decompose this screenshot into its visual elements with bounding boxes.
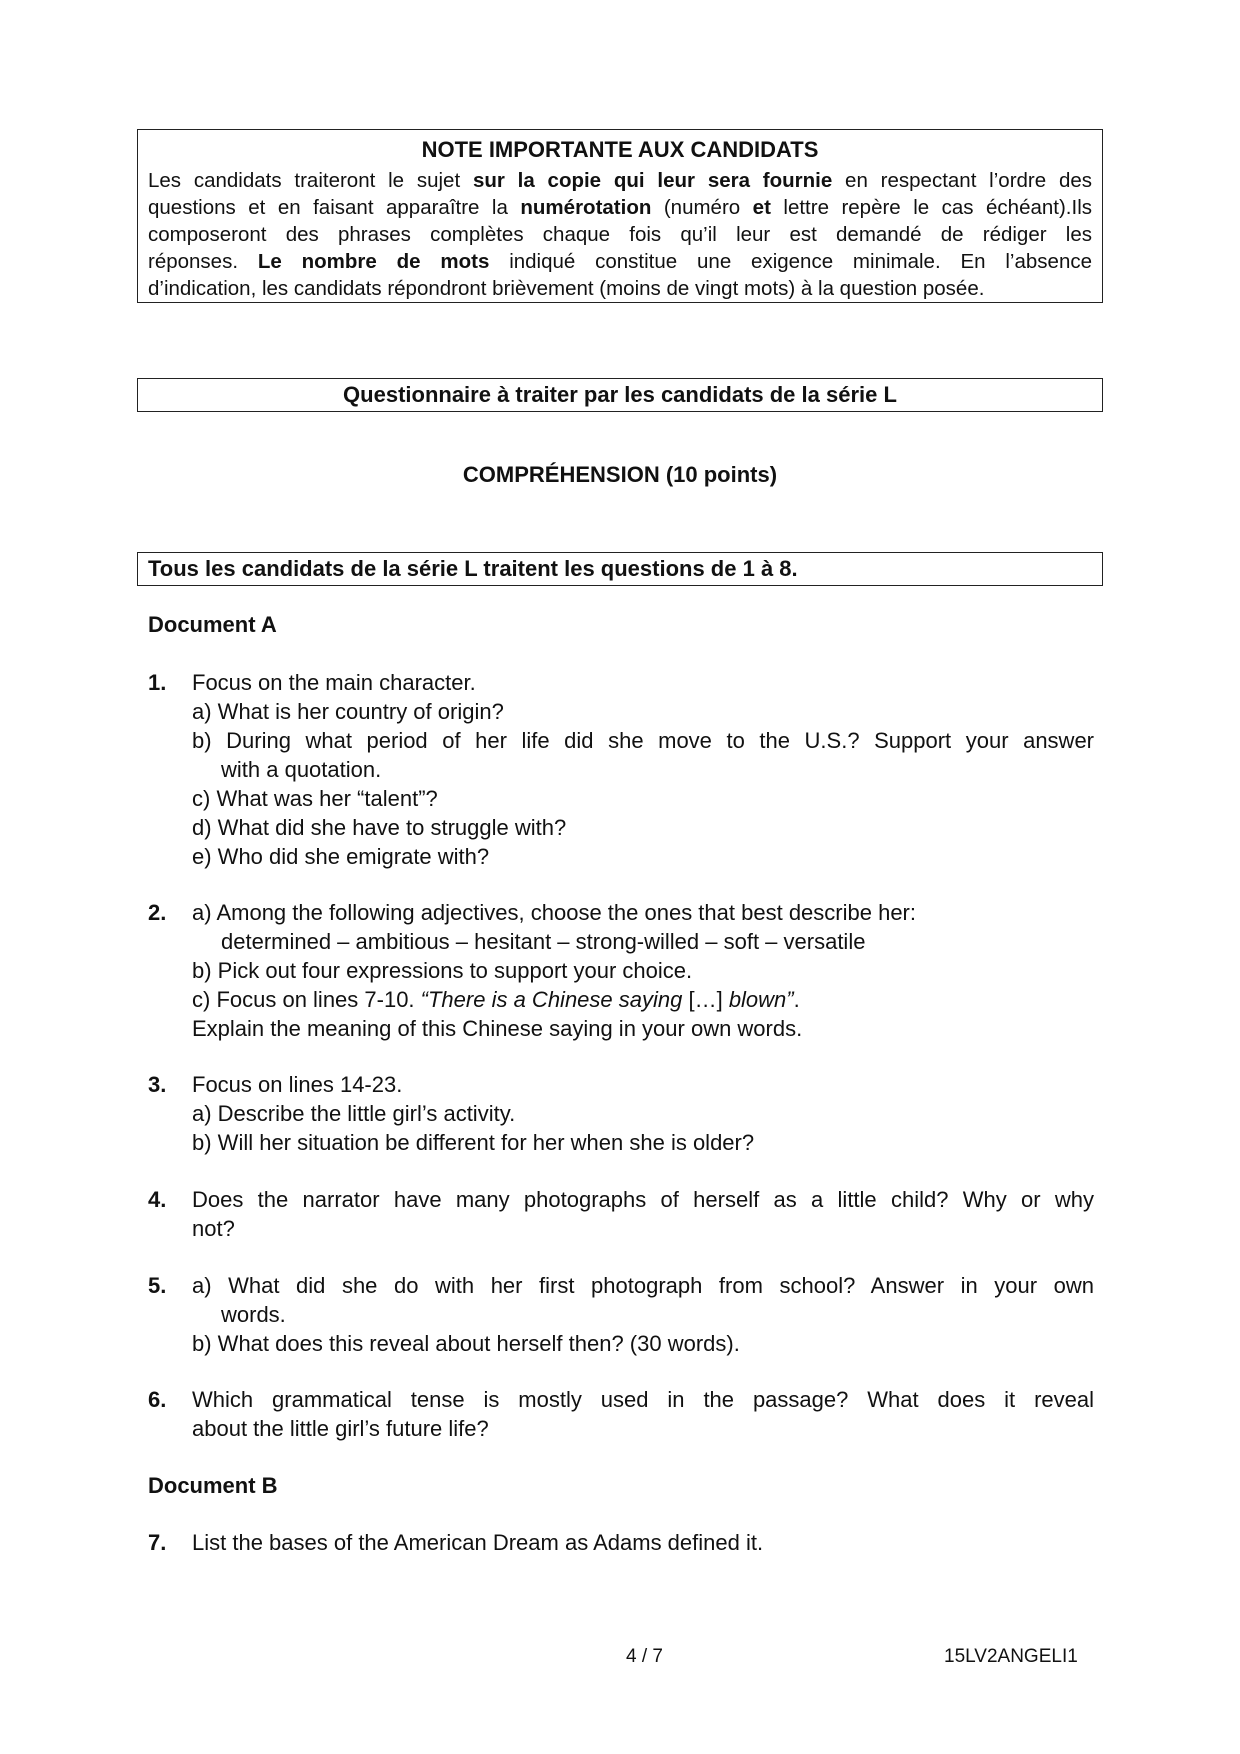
exam-code: 15LV2ANGELI1 bbox=[944, 1646, 1078, 1667]
question-line: e) Who did she emigrate with? bbox=[192, 844, 490, 869]
note-line-4: réponses. Le nombre de mots indiqué constitue une exigence minimale. En l’absence bbox=[148, 250, 1092, 273]
question-line: Focus on lines 14-23. bbox=[192, 1072, 403, 1097]
note-line-1: Les candidats traiteront le sujet sur la copie qui leur sera fournie en respectant l’ordre des bbox=[148, 169, 1092, 192]
question-6 bbox=[148, 1385, 1094, 1443]
note-title: NOTE IMPORTANTE AUX CANDIDATS bbox=[421, 137, 819, 162]
question-line: Explain the meaning of this Chinese saying in your own words. bbox=[192, 1016, 803, 1041]
question-line: not? bbox=[192, 1216, 235, 1241]
adjective-list: determined – ambitious – hesitant – strong-willed – soft – versatile bbox=[221, 929, 866, 954]
series-heading-box: Questionnaire à traiter par les candidats de la série L bbox=[137, 378, 1103, 412]
question-number: 7. bbox=[148, 1530, 167, 1555]
question-line: a) What did she do with her first photograph from school? Answer in your own bbox=[192, 1273, 1094, 1298]
question-line: a) Among the following adjectives, choose the ones that best describe her: bbox=[192, 900, 916, 925]
question-number: 2. bbox=[148, 900, 167, 925]
page-number: 4 / 7 bbox=[626, 1646, 663, 1667]
question-1 bbox=[148, 668, 1094, 871]
note-line-5: d’indication, les candidats répondront brièvement (moins de vingt mots) à la question posée. bbox=[148, 277, 985, 300]
question-line: List the bases of the American Dream as Adams defined it. bbox=[192, 1530, 764, 1555]
question-line: b) During what period of her life did she move to the U.S.? Support your answer bbox=[192, 728, 1094, 753]
all-candidates-box: Tous les candidats de la série L traitent les questions de 1 à 8. bbox=[137, 552, 1103, 586]
question-line: d) What did she have to struggle with? bbox=[192, 815, 567, 840]
question-5 bbox=[148, 1271, 1094, 1358]
question-number: 3. bbox=[148, 1072, 167, 1097]
document-b-title: Document B bbox=[148, 1473, 278, 1498]
question-line: a) Describe the little girl’s activity. bbox=[192, 1101, 516, 1126]
question-line: about the little girl’s future life? bbox=[192, 1416, 489, 1441]
important-note-box bbox=[137, 129, 1103, 303]
question-number: 6. bbox=[148, 1387, 167, 1412]
question-line: with a quotation. bbox=[221, 757, 382, 782]
question-line: a) What is her country of origin? bbox=[192, 699, 504, 724]
question-number: 4. bbox=[148, 1187, 167, 1212]
question-line: c) What was her “talent”? bbox=[192, 786, 438, 811]
question-3 bbox=[148, 1070, 1094, 1157]
question-line: b) Pick out four expressions to support your choice. bbox=[192, 958, 693, 983]
note-line-3: composeront des phrases complètes chaque fois qu’il leur est demandé de rédiger les bbox=[148, 223, 1092, 246]
question-4 bbox=[148, 1185, 1094, 1243]
question-7 bbox=[148, 1528, 1094, 1557]
question-line: Focus on the main character. bbox=[192, 670, 476, 695]
question-number: 5. bbox=[148, 1273, 167, 1298]
question-2 bbox=[148, 898, 1094, 1043]
comprehension-title: COMPRÉHENSION (10 points) bbox=[462, 462, 778, 487]
question-line: Which grammatical tense is mostly used in the passage? What does it reveal bbox=[192, 1387, 1094, 1412]
document-a-title: Document A bbox=[148, 612, 277, 637]
question-line: c) Focus on lines 7-10. “There is a Chinese saying […] blown”. bbox=[192, 987, 800, 1012]
note-body bbox=[148, 167, 1092, 302]
question-line: b) What does this reveal about herself then? (30 words). bbox=[192, 1331, 740, 1356]
question-line: Does the narrator have many photographs of herself as a little child? Why or why bbox=[192, 1187, 1094, 1212]
question-line: b) Will her situation be different for her when she is older? bbox=[192, 1130, 755, 1155]
question-number: 1. bbox=[148, 670, 167, 695]
note-line-2: questions et en faisant apparaître la numérotation (numéro et lettre repère le cas échéant).Ils bbox=[148, 196, 1093, 219]
question-line: words. bbox=[221, 1302, 286, 1327]
